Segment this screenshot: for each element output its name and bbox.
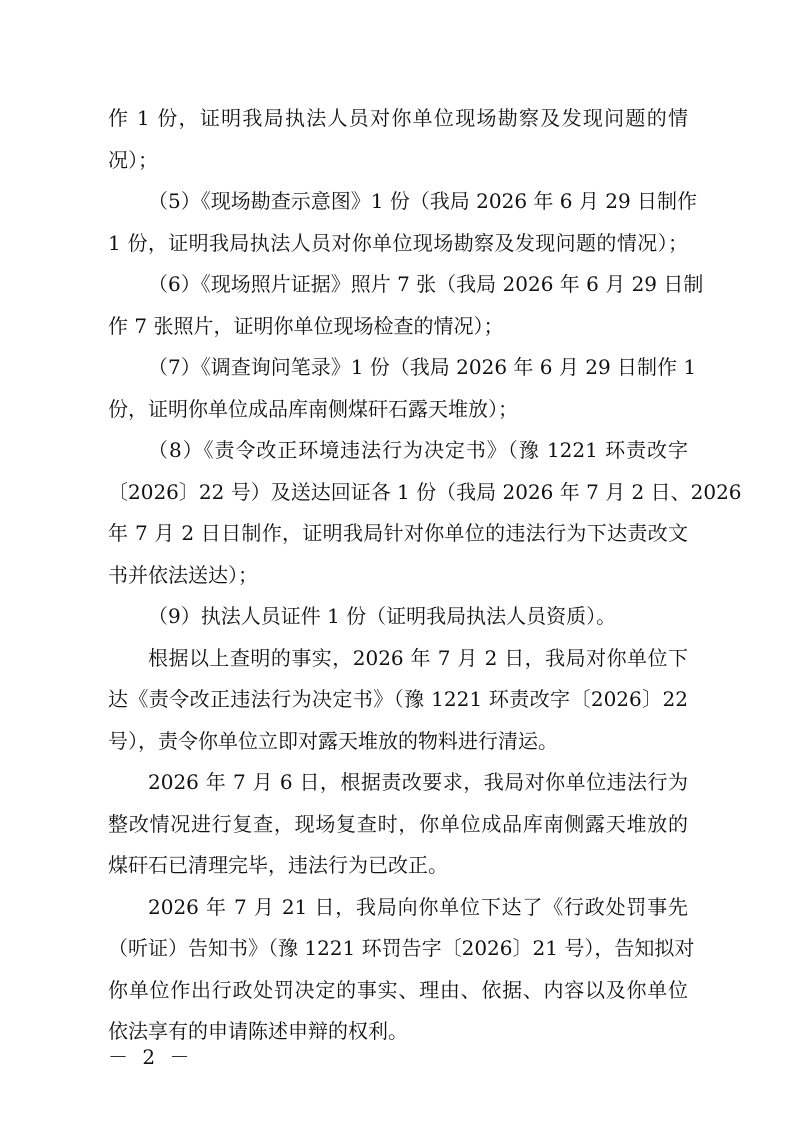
- text-line: 份，证明你单位成品库南侧煤矸石露天堆放）；: [108, 397, 518, 421]
- text-line: 〔2026〕22 号）及送达回证各 1 份（我局 2026 年 7 月 2 日、2026: [108, 480, 742, 504]
- text-line: 根据以上查明的事实，2026 年 7 月 2 日，我局对你单位下: [148, 646, 688, 670]
- text-line: 年 7 月 2 日日制作，证明我局针对你单位的违法行为下达责改文: [108, 521, 688, 545]
- text-line: 2026 年 7 月 6 日，根据责改要求，我局对你单位违法行为: [148, 770, 688, 794]
- text-line: 号），责令你单位立即对露天堆放的物料进行清运。: [108, 729, 558, 753]
- text-line: （8）《责令改正环境违法行为决定书》（豫 1221 环责改字: [148, 438, 688, 462]
- text-line: （6）《现场照片证据》照片 7 张（我局 2026 年 6 月 29 日制: [148, 272, 704, 296]
- text-line: 作 1 份，证明我局执法人员对你单位现场勘察及发现问题的情: [108, 106, 688, 130]
- text-line: 2026 年 7 月 21 日，我局向你单位下达了《行政处罚事先: [148, 895, 688, 919]
- text-line: （听证）告知书》（豫 1221 环罚告字〔2026〕21 号），告知拟对: [108, 936, 695, 960]
- text-line: 1 份，证明我局执法人员对你单位现场勘察及发现问题的情况）；: [108, 231, 688, 255]
- text-line: 况）；: [108, 148, 158, 172]
- text-line: 煤矸石已清理完毕，违法行为已改正。: [108, 853, 448, 877]
- page-number: － 2 －: [108, 1045, 194, 1069]
- text-line: （5）《现场勘查示意图》1 份（我局 2026 年 6 月 29 日制作: [148, 189, 698, 213]
- text-line: （7）《调查询问笔录》1 份（我局 2026 年 6 月 29 日制作 1: [148, 355, 697, 379]
- text-line: 作 7 张照片，证明你单位现场检查的情况）；: [108, 314, 504, 338]
- text-line: 达《责令改正违法行为决定书》（豫 1221 环责改字〔2026〕22: [108, 687, 688, 711]
- text-line: 书并依法送达）；: [108, 563, 258, 587]
- text-line: 整改情况进行复查，现场复查时，你单位成品库南侧露天堆放的: [108, 812, 688, 836]
- text-line: （9）执法人员证件 1 份（证明我局执法人员资质）。: [148, 604, 617, 628]
- text-line: 依法享有的申请陈述申辩的权利。: [108, 1019, 408, 1043]
- text-line: 你单位作出行政处罚决定的事实、理由、依据、内容以及你单位: [108, 978, 688, 1002]
